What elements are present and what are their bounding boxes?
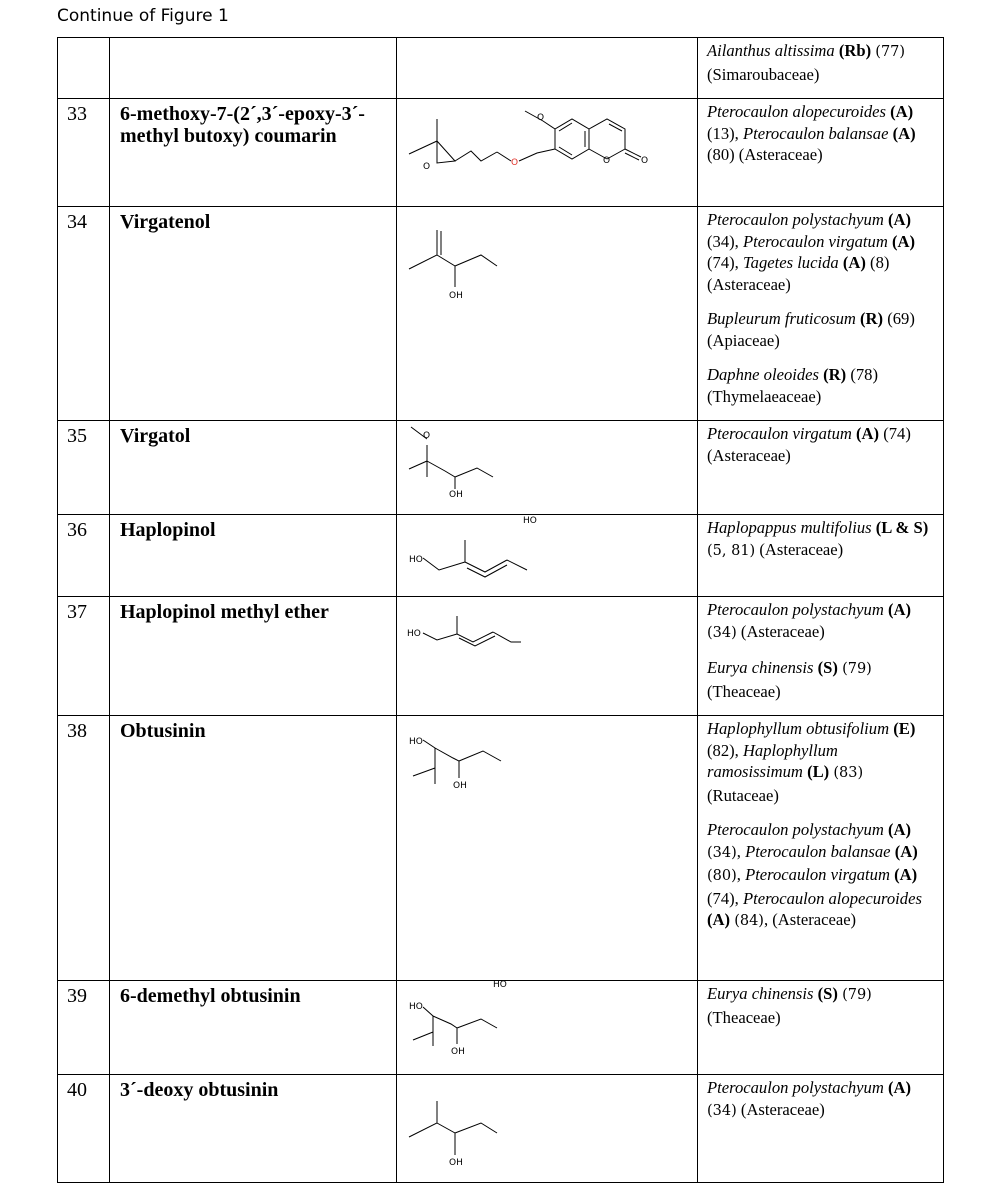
source-text: (34), xyxy=(707,231,743,251)
source-text: , (Asteraceae) xyxy=(763,910,857,929)
compound-name: 6-demethyl obtusinin xyxy=(110,981,397,1075)
source-text: (82), xyxy=(707,740,743,760)
source-text: (Asteraceae) xyxy=(736,621,825,641)
plant-part: (R) xyxy=(860,309,884,328)
atom-label: HO xyxy=(407,629,421,639)
source-cell xyxy=(698,421,944,515)
source-cell xyxy=(698,716,944,981)
source-text: (Theaceae) xyxy=(707,1007,781,1027)
structure-cell xyxy=(397,1075,698,1183)
plant-part: (S) xyxy=(817,984,838,1003)
source-cell xyxy=(698,981,944,1075)
structure-cell xyxy=(397,597,698,716)
compound-name: Haplopinol methyl ether xyxy=(110,597,397,716)
species-name: Pterocaulon virgatum xyxy=(742,231,888,251)
species-name: Haplopappus multifolius xyxy=(707,518,872,537)
table-row xyxy=(58,1075,944,1183)
source-text: (74), xyxy=(707,253,743,272)
plant-part: (A) xyxy=(887,600,912,619)
compound-name: Obtusinin xyxy=(110,716,397,981)
atom-label: OH xyxy=(449,490,463,500)
chemical-structure-33 xyxy=(397,99,697,205)
compound-table xyxy=(57,37,944,1183)
compound-name: Virgatenol xyxy=(110,207,397,421)
compound-number: 40 xyxy=(58,1075,110,1183)
reference: (79) xyxy=(842,987,872,1003)
reference: (84) xyxy=(734,913,764,929)
structure-cell xyxy=(397,38,698,99)
species-name: Pterocaulon balansae xyxy=(742,123,889,143)
source-text: (Asteraceae) xyxy=(755,539,844,559)
atom-label: O xyxy=(423,431,431,441)
atom-label: O xyxy=(603,156,611,166)
species-name: Eurya chinensis xyxy=(707,984,814,1003)
plant-part: (A) xyxy=(887,820,912,839)
compound-number: 35 xyxy=(58,421,110,515)
compound-number: 36 xyxy=(58,515,110,597)
chemical-structure-38 xyxy=(397,716,697,828)
species-name: Pterocaulon alopecuroides xyxy=(742,888,922,908)
reference: (77) xyxy=(875,44,906,60)
source-text: (69) (Apiaceae) xyxy=(707,309,915,350)
reference: (79) xyxy=(842,661,872,677)
compound-number: 34 xyxy=(58,207,110,421)
species-name: Pterocaulon balansae xyxy=(745,841,891,861)
species-name: Pterocaulon polystachyum xyxy=(707,600,884,619)
table-row xyxy=(58,38,944,99)
source-cell xyxy=(698,207,944,421)
source-paragraph xyxy=(707,40,937,85)
source-paragraph xyxy=(707,423,937,466)
source-paragraph xyxy=(707,308,937,351)
species-name: Pterocaulon polystachyum xyxy=(707,1078,884,1097)
atom-label: OH xyxy=(449,1158,463,1168)
plant-part: (A) xyxy=(892,123,916,143)
plant-part: (L & S) xyxy=(875,518,929,537)
source-text: (78) (Thymelaeaceae) xyxy=(707,365,878,406)
chemical-structure-35 xyxy=(397,421,697,513)
atom-label: O xyxy=(511,158,519,168)
atom-label: O xyxy=(423,162,431,172)
compound-number xyxy=(58,38,110,99)
atom-label: OH xyxy=(451,1047,465,1057)
plant-part: (A) xyxy=(894,841,918,861)
species-name: Pterocaulon virgatum xyxy=(707,424,852,443)
table-row xyxy=(58,99,944,207)
source-paragraph xyxy=(707,517,937,562)
source-cell xyxy=(698,597,944,716)
compound-number: 39 xyxy=(58,981,110,1075)
chemical-structure-40 xyxy=(397,1075,697,1181)
plant-part: (A) xyxy=(894,865,918,884)
source-paragraph xyxy=(707,983,937,1028)
plant-part: (R) xyxy=(823,365,847,384)
plant-part: (A) xyxy=(856,424,880,443)
source-text: (8) (Asteraceae) xyxy=(707,253,890,294)
source-paragraph xyxy=(707,1077,937,1122)
compound-name: Haplopinol xyxy=(110,515,397,597)
atom-label: HO xyxy=(409,1002,423,1012)
source-text: (80) (Asteraceae) xyxy=(707,145,823,164)
plant-part: (A) xyxy=(707,910,731,929)
plant-part: (A) xyxy=(842,253,866,272)
species-name: Pterocaulon virgatum xyxy=(745,865,890,884)
source-text: (74) (Asteraceae) xyxy=(707,424,911,465)
plant-part: (Rb) xyxy=(838,41,872,60)
source-paragraph xyxy=(707,819,937,933)
atom-label: HO xyxy=(409,555,423,565)
atom-label: HO xyxy=(523,516,537,526)
species-name: Pterocaulon polystachyum xyxy=(707,820,884,839)
reference: (5, 81) xyxy=(707,542,756,559)
chemical-structure-34 xyxy=(397,207,697,317)
table-row xyxy=(58,207,944,421)
source-cell xyxy=(698,515,944,597)
table-row xyxy=(58,421,944,515)
source-cell xyxy=(698,99,944,207)
reference: (80) xyxy=(707,868,737,884)
species-name: Haplophyllum ramosissimum xyxy=(707,740,838,781)
plant-part: (L) xyxy=(807,762,830,781)
compound-name: 6-methoxy-7-(2´,3´-epoxy-3´-methyl butoxy) coumarin xyxy=(110,99,397,207)
species-name: Tagetes lucida xyxy=(742,253,839,272)
plant-part: (E) xyxy=(893,719,916,738)
atom-label: O xyxy=(537,113,545,123)
species-name: Daphne oleoides xyxy=(707,365,819,384)
atom-label: HO xyxy=(493,981,507,990)
source-paragraph xyxy=(707,364,937,407)
source-text: (Asteraceae) xyxy=(736,1099,825,1119)
plant-part: (A) xyxy=(890,102,914,121)
source-text: (74), xyxy=(707,888,743,908)
species-name: Pterocaulon polystachyum xyxy=(707,210,884,229)
source-paragraph xyxy=(707,101,937,166)
table-row xyxy=(58,716,944,981)
compound-name: Virgatol xyxy=(110,421,397,515)
figure-caption: Continue of Figure 1 xyxy=(57,6,229,26)
table-row xyxy=(58,515,944,597)
species-name: Bupleurum fruticosum xyxy=(707,309,856,328)
species-name: Eurya chinensis xyxy=(707,658,814,677)
atom-label: OH xyxy=(453,781,467,791)
atom-label: OH xyxy=(449,291,463,301)
reference: (34) xyxy=(707,624,737,641)
plant-part: (S) xyxy=(817,658,838,677)
plant-part: (A) xyxy=(887,1078,912,1097)
compound-number: 33 xyxy=(58,99,110,207)
source-text: (Rutaceae) xyxy=(707,785,779,805)
source-paragraph xyxy=(707,718,937,806)
species-name: Haplophyllum obtusifolium xyxy=(707,719,890,738)
species-name: Pterocaulon alopecuroides xyxy=(707,102,886,121)
structure-cell xyxy=(397,515,698,597)
chemical-structure-36 xyxy=(397,515,697,595)
compound-name xyxy=(110,38,397,99)
reference: (34) xyxy=(707,844,737,861)
source-text: (13), xyxy=(707,123,743,143)
table-row xyxy=(58,597,944,716)
source-paragraph xyxy=(707,209,937,295)
chemical-structure-39 xyxy=(397,981,697,1073)
structure-cell xyxy=(397,99,698,207)
structure-cell xyxy=(397,981,698,1075)
structure-cell xyxy=(397,716,698,981)
compound-number: 37 xyxy=(58,597,110,716)
source-text: (Simaroubaceae) xyxy=(707,64,820,84)
source-cell xyxy=(698,1075,944,1183)
compound-number: 38 xyxy=(58,716,110,981)
source-text: , xyxy=(736,841,746,861)
compound-name: 3´-deoxy obtusinin xyxy=(110,1075,397,1183)
chemical-structure-37 xyxy=(397,597,697,710)
source-paragraph xyxy=(707,657,937,702)
table-row xyxy=(58,981,944,1075)
plant-part: (A) xyxy=(891,231,916,251)
reference: (34) xyxy=(707,1102,737,1119)
plant-part: (A) xyxy=(887,210,912,229)
source-cell xyxy=(698,38,944,99)
reference: (83) xyxy=(833,765,864,781)
atom-label: HO xyxy=(409,737,423,747)
source-text: (Theaceae) xyxy=(707,681,781,701)
structure-cell xyxy=(397,207,698,421)
species-name: Ailanthus altissima xyxy=(707,41,835,60)
atom-label: O xyxy=(641,156,649,166)
source-text: , xyxy=(736,865,746,884)
structure-cell xyxy=(397,421,698,515)
source-paragraph xyxy=(707,599,937,644)
